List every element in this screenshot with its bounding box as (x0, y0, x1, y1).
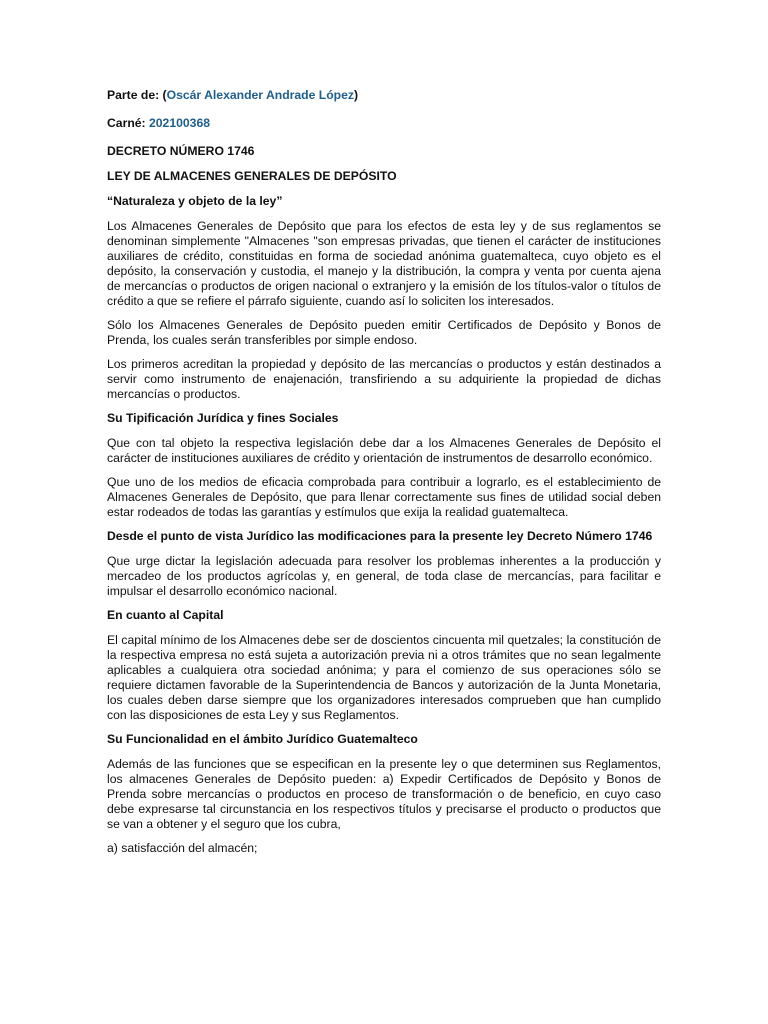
section-heading: Su Funcionalidad en el ámbito Jurídico Guatemalteco (107, 732, 418, 746)
section-heading: En cuanto al Capital (107, 608, 224, 622)
paragraph: Que uno de los medios de eficacia comprobada para contribuir a lograrlo, es el establecimiento de Almacenes Generales de Depósito, que para llenar correctamente sus fines de utilidad social deben estar rodeados de todas las garantías y estímulos que exija la realidad guatemalteca. (107, 475, 661, 519)
carne-label: Carné: (107, 116, 149, 130)
paragraph: Los Almacenes Generales de Depósito que para los efectos de esta ley y de sus reglamentos se denominan simplemente "Almacenes "son empresas privadas, que tienen el carácter de instituciones auxiliares de crédito, constituidas en forma de sociedad anónima guatemalteca, cuyo objeto es el depósito, la conservación y custodia, el manejo y la distribución, la compra y venta por cuenta ajena de mercancías o productos de origen nacional o extranjero y la emisión de los títulos-valor o títulos de crédito a que se refiere el párrafo siguiente, cuando así lo soliciten los interesados. (107, 219, 661, 308)
paragraph: Además de las funciones que se especifican en la presente ley o que determinen sus Reglamentos, los almacenes Generales de Depósito pueden: a) Expedir Certificados de Depósito y Bonos de Prenda sobre mercancías o productos en proceso de transformación o de beneficio, en cuyo caso debe expresarse tal circunstancia en los respectivos títulos y precisarse el producto o productos que se van a obtener y el seguro que los cubra, (107, 757, 661, 831)
paragraph: Los primeros acreditan la propiedad y depósito de las mercancías o productos y están destinados a servir como instrumento de enajenación, transfiriendo a su adquiriente la propiedad de dichas mercancías o productos. (107, 357, 661, 401)
document-page (107, 88, 661, 856)
paragraph: Que con tal objeto la respectiva legislación debe dar a los Almacenes Generales de Depósito el carácter de instituciones auxiliares de crédito y orientación de instrumentos de desarrollo económico. (107, 436, 661, 465)
author-line (107, 88, 661, 104)
law-title: LEY DE ALMACENES GENERALES DE DEPÓSITO (107, 169, 397, 183)
section-heading: “Naturaleza y objeto de la ley” (107, 194, 283, 208)
author-suffix: ) (354, 88, 359, 102)
author-prefix: Parte de: ( (107, 88, 167, 102)
decree-title: DECRETO NÚMERO 1746 (107, 144, 255, 158)
author-name: Oscár Alexander Andrade López (166, 88, 354, 102)
section-heading: Desde el punto de vista Jurídico las modificaciones para la presente ley Decreto Número 1746 (107, 529, 653, 543)
carne-value: 202100368 (149, 116, 211, 130)
paragraph: El capital mínimo de los Almacenes debe ser de doscientos cincuenta mil quetzales; la constitución de la respectiva empresa no está sujeta a autorización previa ni a otros trámites que no sean legalmente aplicables a cualquiera otra sociedad anónima; y para el comienzo de sus operaciones sólo se requiere dictamen favorable de la Superintendencia de Bancos y autorización de la Junta Monetaria, los cuales deben darse siempre que los organizadores interesados comprueben que han cumplido con las disposiciones de esta Ley y sus Reglamentos. (107, 633, 661, 722)
paragraph: a) satisfacción del almacén; (107, 841, 258, 855)
paragraph: Sólo los Almacenes Generales de Depósito pueden emitir Certificados de Depósito y Bonos de Prenda, los cuales serán transferibles por simple endoso. (107, 318, 661, 347)
paragraph: Que urge dictar la legislación adecuada para resolver los problemas inherentes a la producción y mercadeo de los productos agrícolas y, en general, de toda clase de mercancías, para facilitar e impulsar el desarrollo económico nacional. (107, 554, 661, 598)
carne-line (107, 116, 661, 132)
section-heading: Su Tipificación Jurídica y fines Sociales (107, 411, 339, 425)
